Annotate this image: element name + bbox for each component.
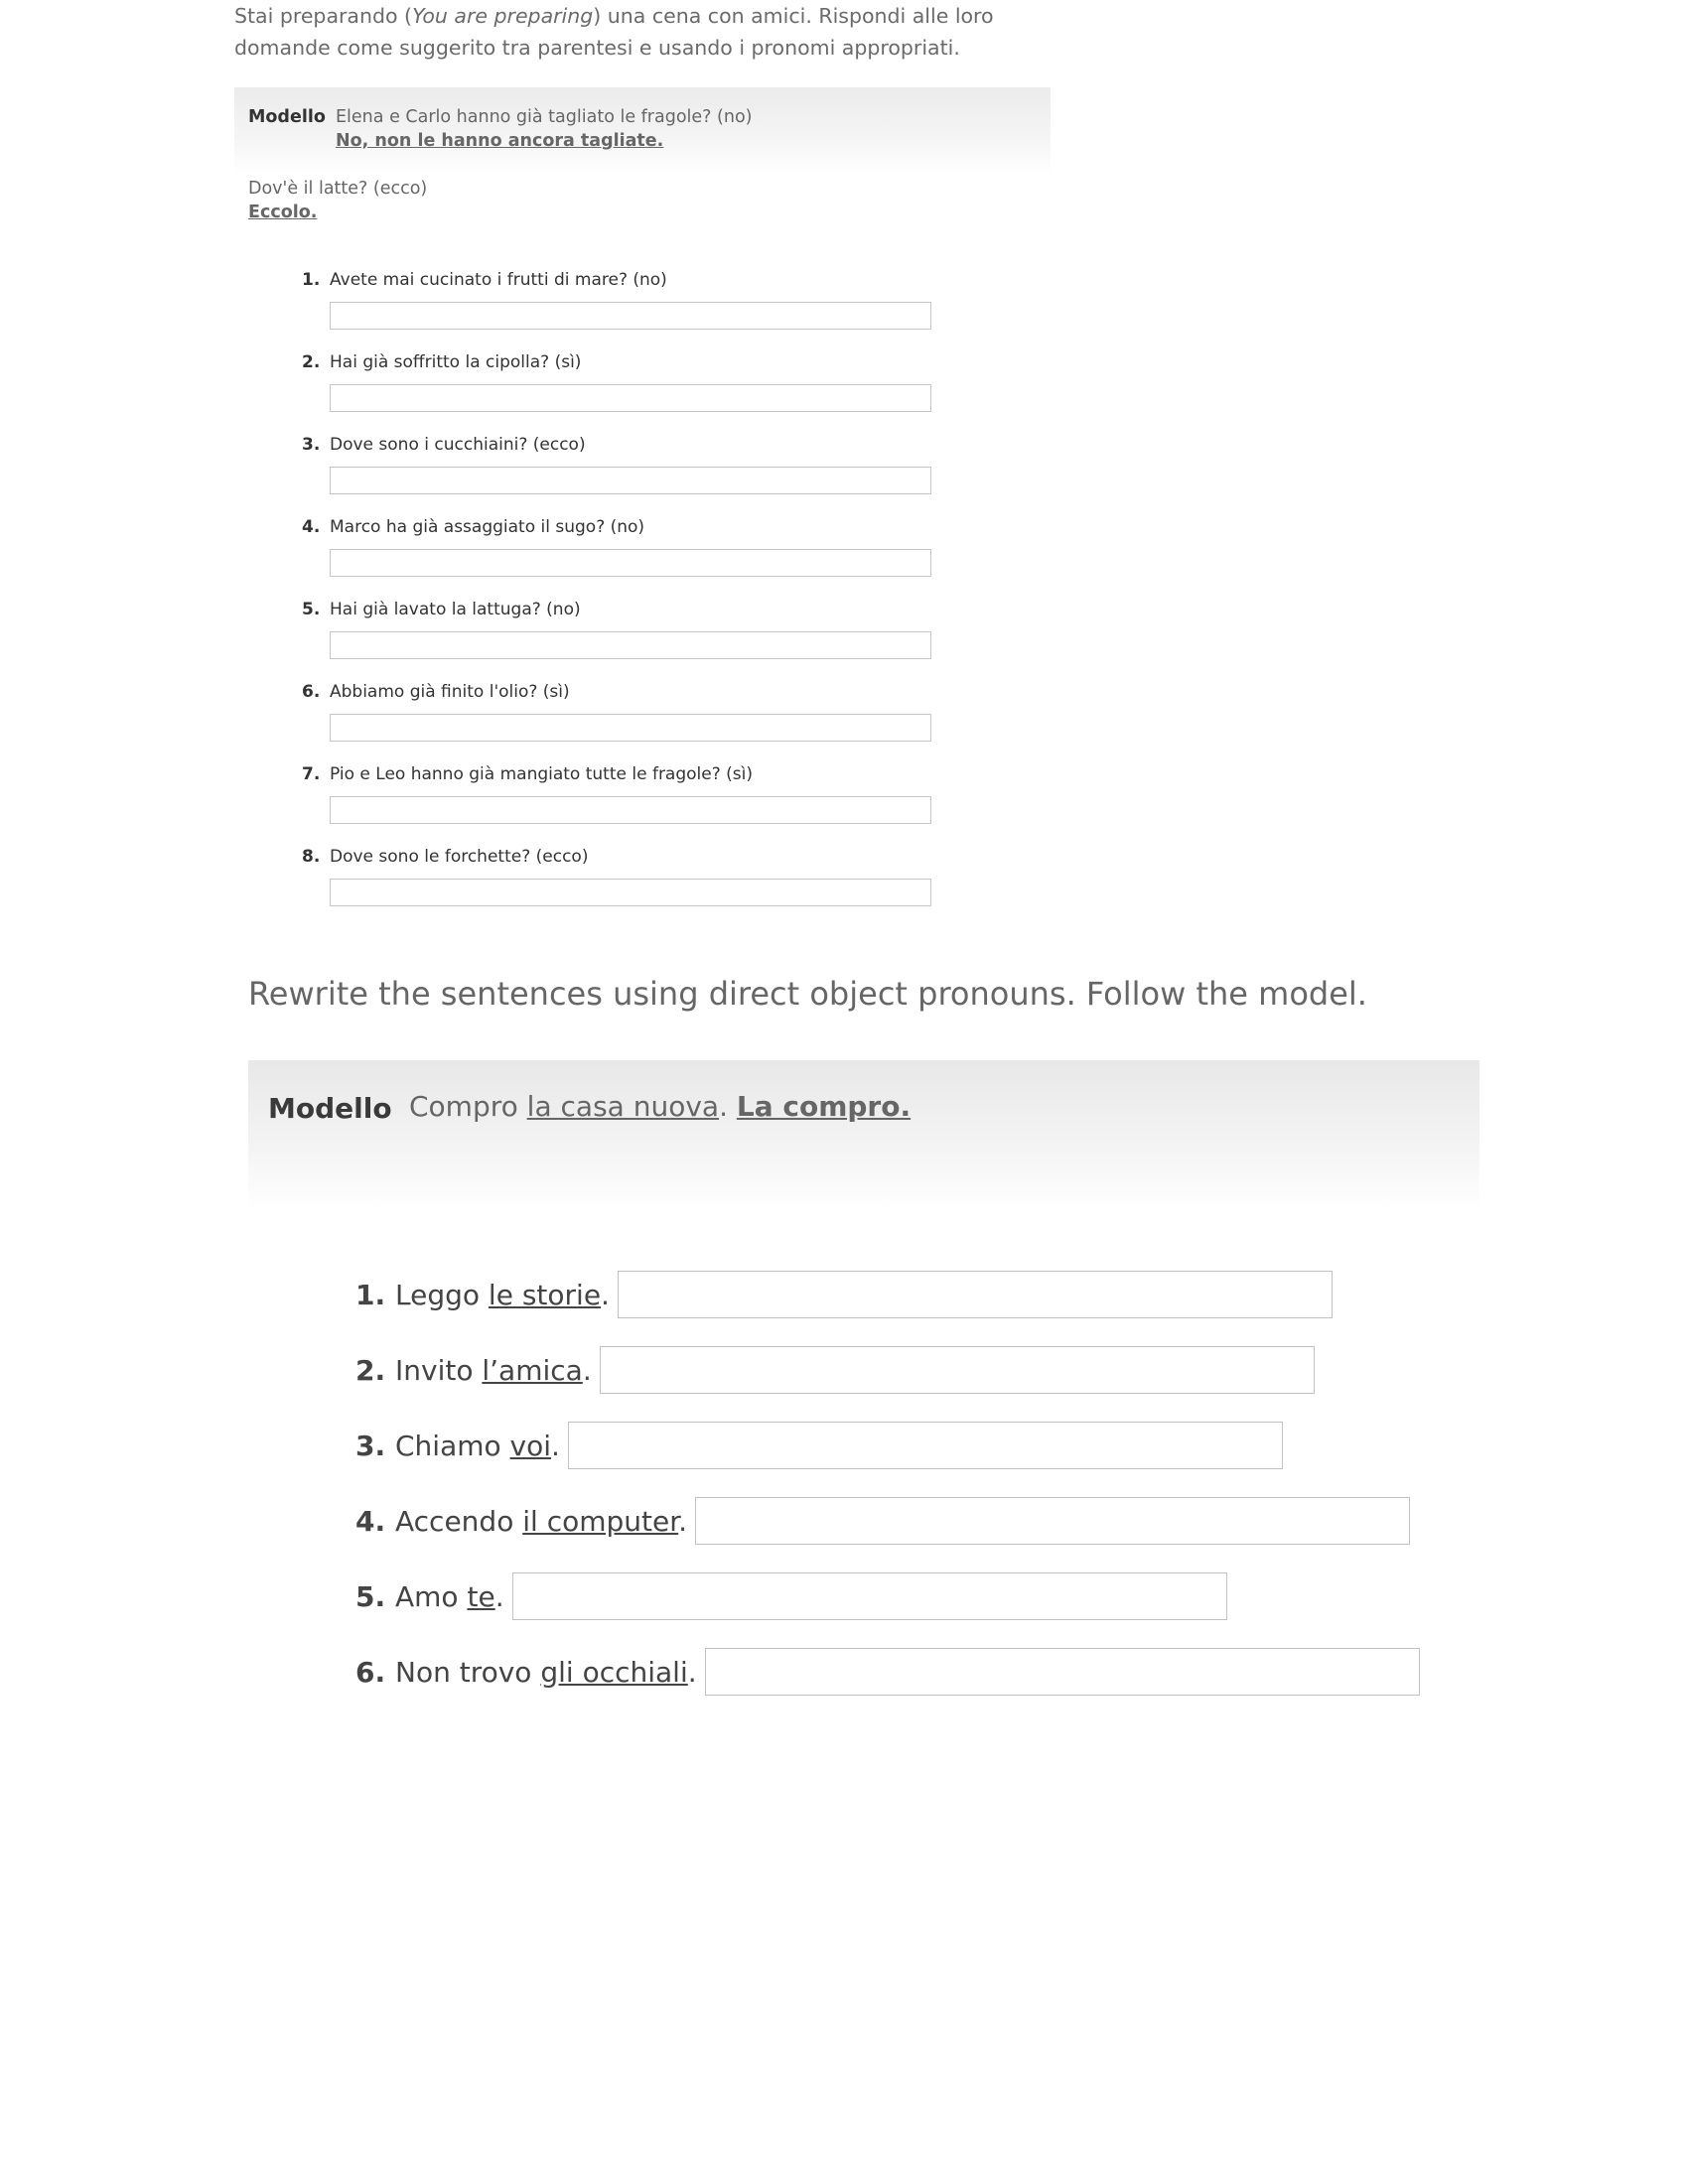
item-verb: Chiamo [395,1429,510,1462]
answer-input-5[interactable] [330,631,931,659]
model-object: la casa nuova [526,1090,720,1123]
item-number: 2. [302,352,321,372]
item-question: Hai già lavato la lattuga? (no) [330,600,581,619]
item-period: . [601,1278,610,1311]
item-verb: Non trovo [395,1655,541,1689]
item-number: 6. [355,1655,386,1689]
item-number: 4. [355,1504,386,1538]
item-verb: Amo [395,1579,468,1613]
item-number: 1. [355,1278,386,1311]
exercise-2-item [355,1572,1227,1620]
item-number: 6. [302,682,321,702]
model-example2-answer: Eccolo. [248,203,318,222]
instructions-translation: You are preparing [412,4,594,28]
exercise-2-item [355,1497,1410,1545]
item-period: . [494,1579,504,1613]
item-verb: Leggo [395,1278,489,1311]
rewrite-input-4[interactable] [695,1497,1410,1545]
model-box-1 [234,87,1051,175]
item-number: 1. [302,270,321,290]
answer-input-4[interactable] [330,549,931,577]
item-number: 4. [302,517,321,537]
answer-input-7[interactable] [330,796,931,824]
item-object: l’amica [482,1353,583,1387]
item-sentence [395,1505,687,1538]
model-label: Modello [268,1092,392,1125]
item-question: Avete mai cucinato i frutti di mare? (no) [330,270,667,290]
exercise-2-item [355,1346,1315,1394]
instructions-before: Stai preparando ( [234,4,413,28]
model-verb: Compro [409,1090,527,1123]
item-number: 3. [302,435,321,455]
item-sentence [395,1279,610,1311]
item-sentence [395,1354,592,1387]
model-answer: La compro. [736,1090,912,1123]
rewrite-input-6[interactable] [705,1648,1420,1696]
item-sentence [395,1656,697,1689]
section-heading: Rewrite the sentences using direct object pronouns. Follow the model. [248,975,1367,1013]
answer-input-1[interactable] [330,302,931,330]
item-number: 7. [302,764,321,784]
item-verb: Invito [395,1353,483,1387]
item-period: . [687,1655,697,1689]
item-object: te [467,1579,495,1613]
item-period: . [551,1429,560,1462]
rewrite-input-5[interactable] [512,1572,1227,1620]
item-object: il computer [522,1504,679,1538]
exercise-2-item [355,1422,1283,1469]
model-period: . [719,1090,728,1123]
item-number: 2. [355,1353,386,1387]
item-question: Hai già soffritto la cipolla? (sì) [330,352,582,372]
item-period: . [678,1504,688,1538]
item-question: Dove sono i cucchiaini? (ecco) [330,435,586,455]
item-number: 8. [302,847,321,867]
item-object: gli occhiali [540,1655,688,1689]
rewrite-input-2[interactable] [600,1346,1315,1394]
item-number: 5. [302,600,321,619]
item-question: Dove sono le forchette? (ecco) [330,847,589,867]
item-object: voi [509,1429,552,1462]
rewrite-input-3[interactable] [568,1422,1283,1469]
rewrite-input-1[interactable] [618,1271,1333,1318]
item-question: Abbiamo già finito l'olio? (sì) [330,682,570,702]
item-number: 3. [355,1429,386,1462]
item-question: Pio e Leo hanno già mangiato tutte le fragole? (sì) [330,764,753,784]
model-example2-question: Dov'è il latte? (ecco) [248,179,428,199]
answer-input-8[interactable] [330,879,931,906]
item-question: Marco ha già assaggiato il sugo? (no) [330,517,645,537]
item-period: . [582,1353,592,1387]
exercise-2-item [355,1271,1333,1318]
answer-input-3[interactable] [330,467,931,494]
item-sentence [395,1580,504,1613]
item-object: le storie [488,1278,602,1311]
model-sentence [409,1090,911,1123]
instructions-after: ) una cena con amici. Rispondi alle loro domande come suggerito tra parentesi e usando i pronomi appropriati. [234,4,994,60]
model-example-answer: No, non le hanno ancora tagliate. [336,131,664,151]
instructions-text [234,0,1088,64]
item-number: 5. [355,1579,386,1613]
answer-input-2[interactable] [330,384,931,412]
model-label: Modello [248,107,326,127]
answer-input-6[interactable] [330,714,931,742]
item-sentence [395,1430,560,1462]
model-example-question: Elena e Carlo hanno già tagliato le fragole? (no) [336,107,753,127]
exercise-2-item [355,1648,1420,1696]
item-verb: Accendo [395,1504,523,1538]
model-box-2 [248,1060,1479,1209]
